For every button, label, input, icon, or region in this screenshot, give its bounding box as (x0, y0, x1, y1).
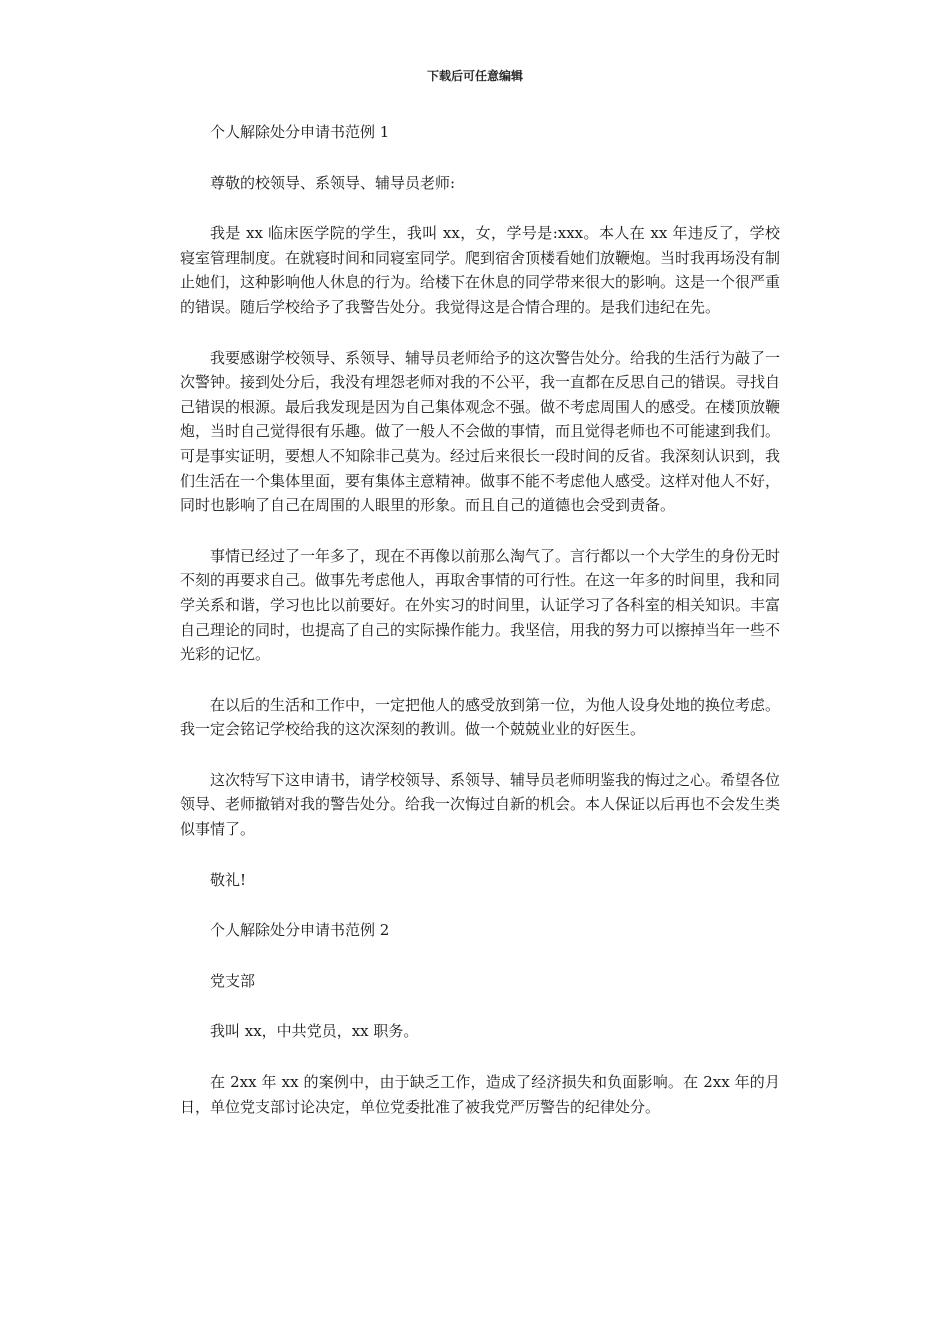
page-header: 下载后可任意编辑 (426, 69, 523, 83)
section-title-2: 个人解除处分申请书范例 2 (210, 921, 390, 940)
paragraph: 我要感谢学校领导、系领导、辅导员老师给予的这次警告处分。给我的生活行为敲了一次警钟。接到处分后，我没有埋怨老师对我的不公平，我一直都在反思自己的错误。寻找自己错误的根源。最后我发现是因为自己集体观念不强。做不考虑周围人的感受。在楼顶放鞭炮，当时自己觉得很有乐趣。做了一般人不会做的事情，而且觉得老师也不可能逮到我们。可是事实证明，要想人不知除非己莫为。经过后来很长一段时间的反省。我深刻认识到，我们生活在一个集体里面，要有集体主意精神。做事不能不考虑他人感受。这样对他人不好，同时也影响了自己在周围的人眼里的形象。而且自己的道德也会受到责备。 (180, 348, 781, 515)
closing: 敬礼! (210, 870, 247, 889)
salutation: 尊敬的校领导、系领导、辅导员老师: (210, 173, 456, 192)
recipient: 党支部 (210, 971, 256, 990)
document-body (180, 120, 780, 1145)
section-title-1: 个人解除处分申请书范例 1 (210, 123, 390, 141)
paragraph: 在 2xx 年 xx 的案例中，由于缺乏工作，造成了经济损失和负面影响。在 2xx 年的月日，单位党支部讨论决定，单位党委批准了被我党严厉警告的纪律处分。 (180, 1073, 780, 1116)
paragraph: 这次特写下这申请书，请学校领导、系领导、辅导员老师明鉴我的悔过之心。希望各位领导、老师撤销对我的警告处分。给我一次悔过自新的机会。本人保证以后再也不会发生类似事情了。 (180, 770, 781, 839)
paragraph: 我叫 xx，中共党员，xx 职务。 (210, 1022, 419, 1041)
paragraph: 我是 xx 临床医学院的学生，我叫 xx，女，学号是:xxx。本人在 xx 年违反了，学校寝室管理制度。在就寝时间和同寝室同学。爬到宿舍顶楼看她们放鞭炮。当时我再场没有制止她们，这种影响他人休息的行为。给楼下在休息的同学带来很大的影响。这是一个很严重的错误。随后学校给予了我警告处分。我觉得这是合情合理的。是我们违纪在先。 (180, 224, 781, 316)
paragraph: 事情已经过了一年多了，现在不再像以前那么淘气了。言行都以一个大学生的身份无时不刻的再要求自己。做事先考虑他人，再取舍事情的可行性。在这一年多的时间里，我和同学关系和谐，学习也比以前要好。在外实习的时间里，认证学习了各科室的相关知识。丰富自己理论的同时，也提高了自己的实际操作能力。我坚信，用我的努力可以擦掉当年一些不光彩的记忆。 (180, 546, 781, 664)
paragraph: 在以后的生活和工作中，一定把他人的感受放到第一位，为他人设身处地的换位考虑。我一定会铭记学校给我的这次深刻的教训。做一个兢兢业业的好医生。 (180, 695, 781, 739)
